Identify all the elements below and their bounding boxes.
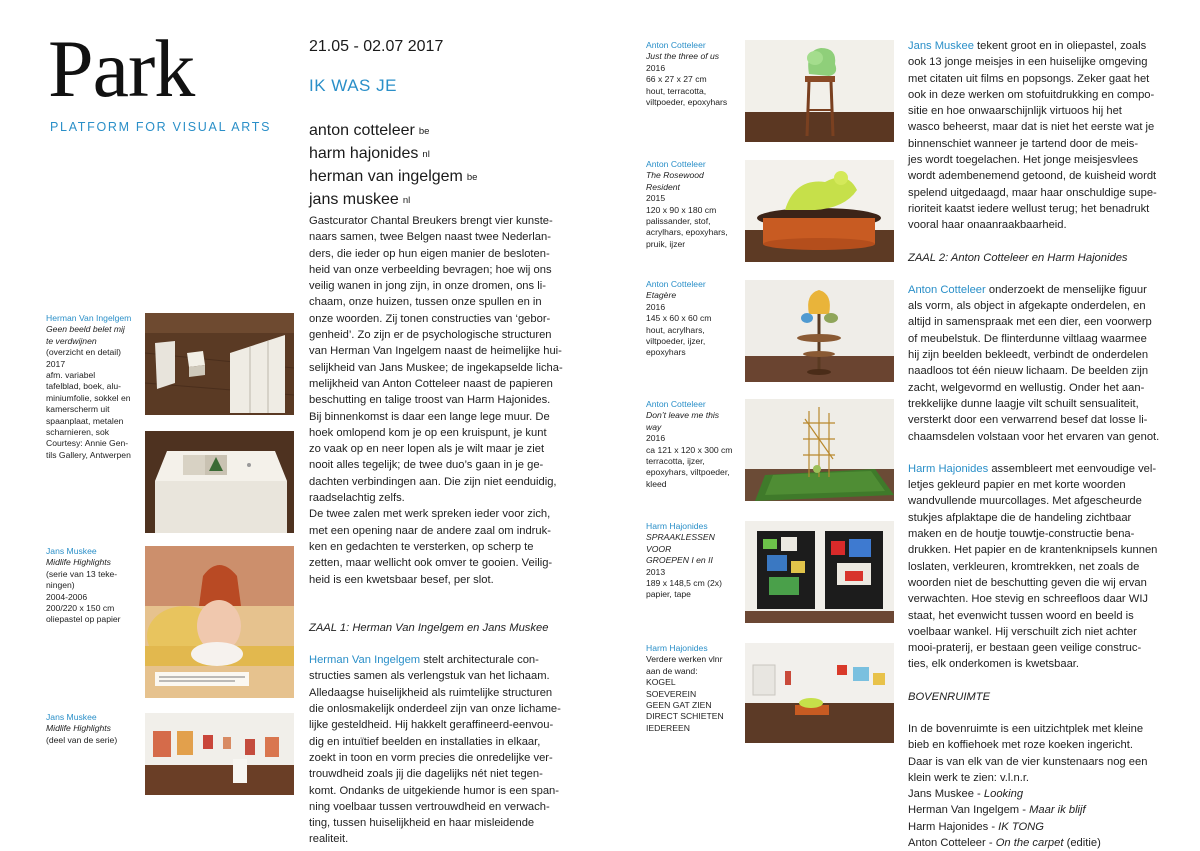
text-line: ken en gedachten te versterken, op scherp te	[309, 540, 534, 553]
caption-title: way	[646, 421, 662, 432]
bovenruimte-paragraph	[908, 721, 1170, 786]
caption-detail: aan de wand:	[646, 665, 698, 676]
caption-detail: epoxyhars	[646, 347, 686, 358]
text-line: dig en intuïtief beelden en installaties in elkaar,	[309, 735, 541, 748]
caption-detail: acrylhars, epoxyhars,	[646, 227, 728, 238]
intro-paragraph	[309, 213, 571, 588]
caption-title: Midlife Highlights	[46, 723, 111, 734]
caption-muskee-detail	[46, 712, 142, 746]
caption-detail: palissander, stof,	[646, 216, 711, 227]
caption-detail: viltpoeder, ijzer,	[646, 336, 706, 347]
caption-detail: 2016	[646, 62, 666, 73]
photo-muskee-drawing	[145, 546, 294, 698]
text-line: versterkt door een verwarrend besef dat losse li-	[908, 414, 1148, 427]
caption-detail: DIRECT SCHIETEN	[646, 711, 724, 722]
text-line: zoekt in toon en vorm precies die onredelijke ver-	[309, 751, 553, 764]
artist-entry: anton cotteleer $^{be}$	[309, 122, 430, 139]
caption-detail: 145 x 60 x 60 cm	[646, 313, 712, 324]
text-line: woorden niet de beschutting geven die wij ervan	[908, 576, 1147, 589]
text-line: ties, elk onderkomen is kwetsbaar.	[908, 658, 1080, 671]
caption-just-the-three	[646, 40, 742, 108]
text-line: naadloos tot één nieuw lichaam. De beelden zijn	[908, 365, 1149, 378]
artist-link-hajonides[interactable]: Harm Hajonides	[908, 462, 989, 475]
artist-link-van-ingelgem[interactable]: Herman Van Ingelgem	[309, 654, 421, 667]
photo-rosewood-resident	[745, 160, 894, 262]
photo-muskee-installation	[145, 713, 294, 795]
photo-spraaklessen	[745, 521, 894, 623]
text-line: veilig wanen in jong zijn, in onze dromen, ons li-	[309, 280, 546, 293]
hajonides-paragraph: Harm Hajonides assembleert met eenvoudige vel- letjes gekleurd papier en met korte woorden wandvullende muurcollages. Met afgescheurde stukjes afplaktape die de handeling zichtbaar maken en de houtje touwtje-constructie bena- drukken. Het papier en de krantenknipsels kunnen loslaten, verkleuren, kromtrekken, net zoals de woorden niet de beschutting geven die wij ervan verwachten. Hoe stevig en schreefloos daar WIJ staat, het evenwicht tussen woord en beeld is voelbaar wankel. Hij verschuilt zich niet achter mooi-praterij, er bestaan geen veilige construc- ties, elk onderkomen is kwetsbaar.	[908, 461, 1170, 673]
text-line: als vorm, als object in afgekapte onderdelen, en	[908, 300, 1146, 313]
artist-entry: herman van ingelgem $^{be}$	[309, 168, 478, 185]
caption-detail: 189 x 148,5 cm (2x)	[646, 578, 722, 589]
caption-detail: (serie van 13 teke-	[46, 568, 118, 579]
right-body-text	[908, 38, 1170, 851]
caption-detail: Verdere werken vlnr	[646, 654, 723, 665]
text-line: zetten, maar wellicht ook omver te gooien. Veilig-	[309, 557, 553, 570]
photo-hajonides-room	[745, 643, 894, 743]
caption-detail: IEDEREEN	[646, 722, 690, 733]
exhibition-title: IK WAS JE	[309, 76, 397, 95]
text-line: stukjes afplaktape die de handeling zichtbaar	[908, 511, 1132, 524]
caption-artist: Harm Hajonides	[646, 521, 708, 531]
text-line: Gastcurator Chantal Breukers brengt vier kunste-	[309, 215, 553, 227]
caption-detail: SOEVEREIN	[646, 688, 697, 699]
caption-artist: Harm Hajonides	[646, 643, 708, 653]
artist-list	[309, 120, 477, 212]
text-line: heid is een kwetsbaar besef, per slot.	[309, 573, 494, 586]
text-line: zacht, welgevormd en wellustig. Onder het aan-	[908, 381, 1145, 394]
text-line: ook 13 jonge meisjes in een huiselijke omgeving	[908, 56, 1148, 69]
photo-dont-leave-me	[745, 399, 894, 501]
caption-title: Don’t leave me this	[646, 410, 720, 421]
caption-detail: hout, terracotta,	[646, 85, 707, 96]
caption-detail: 2017	[46, 358, 66, 369]
text-line: klein werk te zien: v.l.n.r.	[908, 771, 1030, 784]
text-line: vooral haar onaanraakbaarheid.	[908, 219, 1067, 232]
text-line: altijd in samenspraak met een dier, een voorwerp	[908, 316, 1152, 329]
text-line: maken en de houtje touwtje-constructie bena-	[908, 528, 1135, 541]
text-line: zo vaak op en neer lopen als je wilt maar je ziet	[309, 443, 545, 456]
caption-title: Resident	[646, 181, 680, 192]
text-line: Bij binnenkomst is daar een lange lege muur. De	[309, 410, 550, 423]
caption-title: SPRAAKLESSEN VOOR	[646, 532, 715, 554]
text-line: die onlosmakelijk onderdeel zijn van onze lichame-	[309, 703, 561, 716]
zaal2-heading: ZAAL 2: Anton Cotteleer en Harm Hajonides	[908, 251, 1128, 264]
photo-just-the-three-of-us	[745, 40, 894, 142]
caption-title: Midlife Highlights	[46, 557, 111, 568]
text-line: De twee zalen met werk spreken ieder voor zich,	[309, 508, 551, 521]
caption-detail: ca 121 x 120 x 300 cm	[646, 444, 733, 455]
text-line: bieb en koffiehoek met roze koeken ingericht.	[908, 739, 1133, 752]
caption-detail: 2015	[646, 193, 666, 204]
caption-detail: 66 x 27 x 27 cm	[646, 74, 707, 85]
caption-detail: 200/220 x 150 cm	[46, 603, 115, 614]
left-body-text	[309, 213, 571, 848]
caption-detail: ningen)	[46, 580, 75, 591]
caption-detail: 2013	[646, 566, 666, 577]
photo-van-ingelgem-detail	[145, 431, 294, 533]
text-line: van Herman Van Ingelgem naast de heimelijke hui-	[309, 345, 562, 358]
text-line: melijkheid van Anton Cotteleer naast de papieren	[309, 377, 553, 390]
text-line: sitie en hoe onwaarschijnlijk virtuoos hij het	[908, 105, 1122, 118]
photo-etagere	[745, 280, 894, 382]
caption-detail: 2016	[646, 301, 666, 312]
text-line: chaam, onze huizen, tussen onze spullen en in	[309, 296, 542, 309]
photo-van-ingelgem-overview	[145, 313, 294, 415]
text-line: trouwdheid zoals jij die dagelijks nét niet tegen-	[309, 768, 543, 781]
caption-detail: (overzicht en detail)	[46, 347, 121, 358]
caption-title: The Rosewood	[646, 170, 704, 181]
text-line: wandvullende muurcollages. Met afgescheurde	[908, 495, 1142, 508]
text-line: genheid’. Zo zijn er de psychologische structuren	[309, 329, 552, 342]
text-line: mooi-praterij, er bestaan geen veilige construc-	[908, 642, 1142, 655]
text-line: raadselachtig zelfs.	[309, 492, 405, 505]
caption-detail: afm. variabel	[46, 370, 96, 381]
text-line: dachten verbindingen aan. Die zijn niet eenduidig,	[309, 475, 557, 488]
text-line: In de bovenruimte is een uitzichtplek met kleine	[908, 722, 1144, 735]
caption-title: Etagère	[646, 290, 677, 301]
text-line: hoek omlopend kom je op een kruispunt, je kunt	[309, 426, 547, 439]
caption-detail: viltpoeder, epoxyhars	[646, 97, 728, 108]
text-line: heid van onze verbeelding bevragen; hoe wij ons	[309, 263, 552, 276]
exhibition-dates: 21.05 - 02.07 2017	[309, 38, 444, 55]
caption-artist: Anton Cotteleer	[646, 159, 706, 169]
caption-detail: 2016	[646, 433, 666, 444]
caption-detail: hout, acrylhars,	[646, 324, 705, 335]
caption-detail: spaanplaat, metalen	[46, 415, 124, 426]
park-tagline: PLATFORM FOR VISUAL ARTS	[50, 120, 272, 134]
caption-detail: kleed	[646, 478, 667, 489]
text-line: onze woorden. Zij tonen constructies van ‘gebor-	[309, 312, 551, 325]
caption-dont-leave	[646, 399, 742, 490]
text-line: beschutting en talige troost van Harm Hajonides.	[309, 394, 551, 407]
caption-detail: miniumfolie, sokkel en	[46, 392, 131, 403]
caption-detail: kamerscherm uit	[46, 404, 110, 415]
text-line: of meubelstuk. De flinterdunne viltlaag waarmee	[908, 332, 1147, 345]
caption-title: te verdwijnen	[46, 335, 97, 346]
text-line: binnenschiet wanneer je tartend door de meis-	[908, 137, 1139, 150]
caption-artist: Jans Muskee	[46, 712, 97, 722]
cotteleer-paragraph: Anton Cotteleer onderzoekt de menselijke figuur als vorm, als object in afgekapte onderdelen, en altijd in samenspraak met een dier, een voorwerp of meubelstuk. De flinterdunne viltlaag waarmee hij zijn beelden bekleedt, verbindt de onderdelen naadloos tot één nieuw lichaam. De beelden zijn zacht, welgevormd en wellustig. Onder het aan- trekkelijke dunne laagje vilt schuilt sensualiteit, versterkt door een verwarrend besef dat losse li- chaamsdelen volstaan voor het ervaren van genot.	[908, 282, 1170, 445]
park-logo: Park	[48, 23, 195, 114]
caption-detail: 120 x 90 x 180 cm	[646, 204, 717, 215]
caption-verdere-werken	[646, 643, 742, 734]
zaal1-heading: ZAAL 1: Herman Van Ingelgem en Jans Muskee	[309, 621, 549, 634]
caption-detail: papier, tape	[646, 589, 691, 600]
artist-entry: harm hajonides $^{nl}$	[309, 145, 430, 162]
text-line: structies samen als verlengstuk van het lichaam.	[309, 670, 550, 683]
caption-detail: 2004-2006	[46, 591, 88, 602]
bovenruimte-heading: BOVENRUIMTE	[908, 690, 991, 703]
text-line: jes wordt toegelachen. Het jonge meisjesvlees	[908, 154, 1139, 167]
caption-title: GROEPEN I en II	[646, 555, 713, 566]
text-line: Alledaagse huiselijkheid als ruimtelijke structuren	[309, 686, 553, 699]
text-line: komt. Ondanks de uitgekiende humor is een span-	[309, 784, 559, 797]
muskee-paragraph: Jans Muskee tekent groot en in oliepastel, zoals ook 13 jonge meisjes in een huiselijke omgeving met citaten uit films en popsongs. Zeker gaat het ook in deze werken om stofuitdrukking en compo- sitie en hoe onwaarschijnlijk virtuoos hij het wasco beheerst, maar dat is niet het eerste wat je binnenschiet wanneer je tartend door de meis- jes wordt toegelachen. Het jonge meisjesvlees wordt adembenemend getoond, de kuisheid wordt spelend uitgedaagd, maar haar onschuldige supe- rioriteit kaatst iedere wellust terug; het benadrukt vooral haar onaanraakbaarheid.	[908, 38, 1170, 234]
text-line: ders, die ieder op hun eigen manier de besloten-	[309, 247, 550, 260]
caption-detail: terracotta, ijzer,	[646, 456, 705, 467]
caption-detail: tafelblad, boek, alu-	[46, 381, 122, 392]
text-line: trekkelijke dunne laagje vilt schuilt sensualiteit,	[908, 397, 1139, 410]
caption-title: Just the three of us	[646, 51, 720, 62]
text-line: spelend uitgedaagd, maar haar onschuldige supe-	[908, 186, 1157, 199]
artist-link-cotteleer[interactable]: Anton Cotteleer	[908, 283, 986, 296]
text-line: wordt adembenemend getoond, de kuisheid wordt	[908, 170, 1157, 183]
caption-artist: Herman Van Ingelgem	[46, 313, 132, 323]
caption-artist: Anton Cotteleer	[646, 399, 706, 409]
caption-detail: scharnieren, sok	[46, 427, 110, 438]
zaal1-paragraph: Herman Van Ingelgem stelt architecturale con- structies samen als verlengstuk van het lichaam. Alledaagse huiselijkheid als ruimtelijke structuren die onlosmakelijk onderdeel zijn van onze lichame- lijke gesteldheid. Hij hakkelt geraffineerd-eenvou- dig en intuïtief beelden en installaties in elkaar, zoekt in toon en vorm precies die onredelijke ver- trouwdheid zoals jij die dagelijks nét niet tegen- komt. Ondanks de uitgekiende humor is een span- ning voelbaar tussen vertrouwdheid en verwach- ting, tussen huiselijkheid en haar misleidende realiteit.	[309, 652, 571, 848]
caption-detail: KOGEL	[646, 677, 676, 688]
caption-detail: tils Gallery, Antwerpen	[46, 449, 131, 460]
text-line: letjes gekleurd papier en met korte woorden	[908, 479, 1126, 492]
caption-detail: oliepastel op papier	[46, 614, 121, 625]
text-line: verwachten. Hoe stevig en schreefloos daar WIJ	[908, 593, 1149, 606]
caption-detail: GEEN GAT ZIEN	[646, 700, 712, 711]
text-line: chaamsdelen volstaan voor het ervaren van genot.	[908, 430, 1160, 443]
text-line: naars samen, twee Belgen naast twee Nederlan-	[309, 231, 551, 244]
list-item: Harm Hajonides - IK TONG	[908, 820, 1044, 833]
text-line: staat, het evenwicht tussen woord en beeld is	[908, 609, 1134, 622]
caption-etagere	[646, 279, 742, 359]
text-line: wasco beheerst, maar dat is niet het eerste wat je	[908, 121, 1155, 134]
artist-entry: jans muskee $^{nl}$	[309, 191, 411, 208]
caption-artist: Jans Muskee	[46, 546, 97, 556]
text-line: ting, tussen huiselijkheid en haar misleidende	[309, 817, 535, 830]
text-line: loslaten, verkleuren, kromtrekken, net zoals de	[908, 560, 1140, 573]
text-line: selijkheid van Jans Muskee; de ingekapselde licha-	[309, 361, 563, 374]
caption-detail: (deel van de serie)	[46, 734, 118, 745]
list-item: Anton Cotteleer - On the carpet (editie)	[908, 837, 1101, 850]
caption-rosewood	[646, 159, 742, 250]
list-item: Herman Van Ingelgem - Maar ik blijf	[908, 804, 1086, 817]
list-item: Jans Muskee - Looking	[908, 788, 1024, 801]
text-line: met citaten uit films en popsongs. Zeker gaat het	[908, 72, 1150, 85]
text-line: nooit alles tegelijk; de twee duo’s gaan in je ge-	[309, 459, 544, 472]
caption-artist: Anton Cotteleer	[646, 279, 706, 289]
artist-link-muskee[interactable]: Jans Muskee	[908, 40, 974, 52]
text-line: Daar is van elk van de vier kunstenaars nog een	[908, 755, 1148, 768]
text-line: hij zijn beelden bekleedt, verbindt de onderdelen	[908, 349, 1149, 362]
text-line: ook in deze werken om stofuitdrukking en compo-	[908, 88, 1155, 101]
caption-spraaklessen	[646, 521, 742, 601]
text-line: ning voelbaar tussen vertrouwdheid en verwach-	[309, 800, 550, 813]
caption-detail: Courtesy: Annie Gen-	[46, 438, 129, 449]
text-line: lijke gesteldheid. Hij hakkelt geraffineerd-eenvou-	[309, 719, 554, 732]
caption-van-ingelgem	[46, 313, 142, 461]
text-line: realiteit.	[309, 833, 349, 846]
caption-artist: Anton Cotteleer	[646, 40, 706, 50]
text-line: voelbaar wankel. Hij verschuilt zich niet achter	[908, 625, 1137, 638]
text-line: drukken. Het papier en de krantenknipsels kunnen	[908, 544, 1158, 557]
text-line: met een opening naar de andere zaal om indruk-	[309, 524, 551, 537]
caption-title: Geen beeld belet mij	[46, 324, 125, 335]
caption-muskee-series	[46, 546, 142, 626]
caption-detail: pruik, ijzer	[646, 238, 686, 249]
caption-detail: epoxyhars, viltpoeder,	[646, 467, 730, 478]
bovenruimte-list	[908, 786, 1170, 851]
text-line: rioriteit kaatst iedere wellust terug; het benadrukt	[908, 202, 1150, 215]
